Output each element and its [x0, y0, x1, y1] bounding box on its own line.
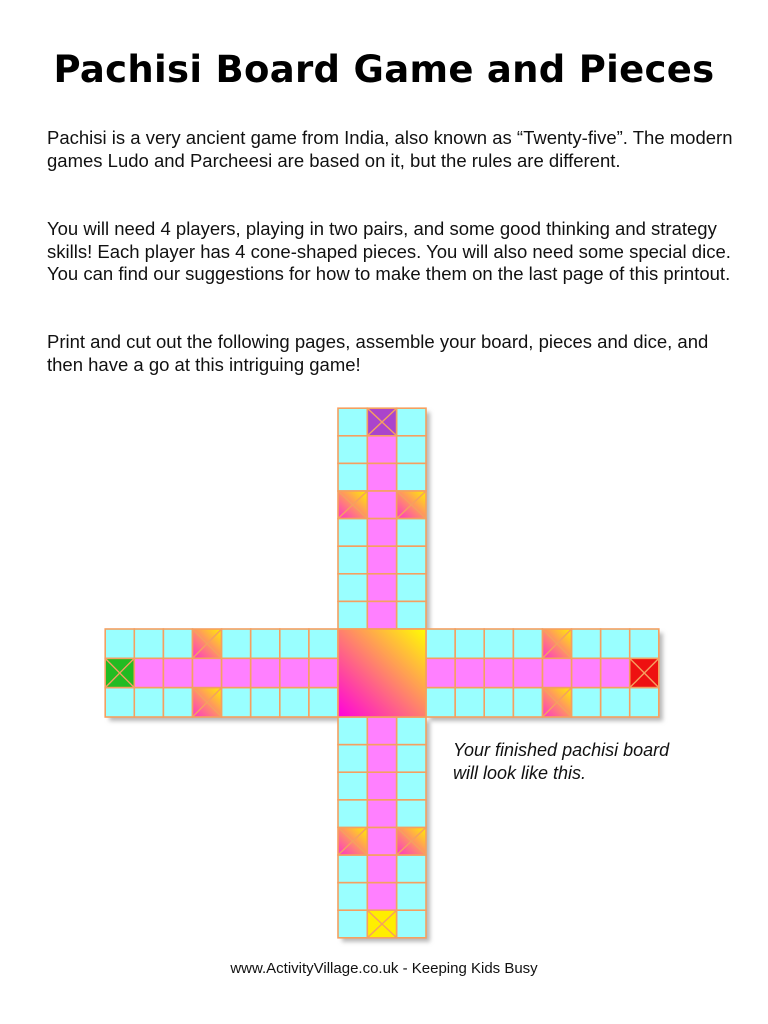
board-square — [163, 658, 192, 687]
home-center-square — [338, 629, 426, 717]
board-square — [397, 408, 426, 436]
board-square — [367, 519, 396, 547]
board-square — [367, 601, 396, 629]
board-square — [309, 688, 338, 717]
board-square — [251, 658, 280, 687]
board-square — [397, 772, 426, 800]
board-square — [338, 408, 367, 436]
board-square — [397, 883, 426, 911]
board-square — [163, 629, 192, 658]
board-square — [455, 658, 484, 687]
board-square — [134, 629, 163, 658]
intro-paragraph: Pachisi is a very ancient game from India, also known as “Twenty-five”. The modern games Ludo and Parcheesi are based on it, but the rules are different. — [47, 127, 733, 171]
board-square — [572, 629, 601, 658]
board-square — [513, 688, 542, 717]
board-square — [397, 855, 426, 883]
board-square — [397, 436, 426, 464]
board-square — [367, 772, 396, 800]
board-square — [105, 688, 134, 717]
board-square — [542, 658, 571, 687]
board-square — [397, 910, 426, 938]
board-square — [513, 629, 542, 658]
board-square — [455, 629, 484, 658]
board-square — [222, 629, 251, 658]
board-square — [338, 463, 367, 491]
board-square — [397, 519, 426, 547]
board-square — [426, 658, 455, 687]
board-cells — [105, 408, 659, 938]
board-square — [397, 601, 426, 629]
board-square — [601, 688, 630, 717]
board-square — [251, 629, 280, 658]
board-square — [484, 629, 513, 658]
board-square — [367, 574, 396, 602]
board-square — [222, 688, 251, 717]
board-caption: Your finished pachisi board will look like this. — [453, 740, 670, 783]
requirements-paragraph: You will need 4 players, playing in two pairs, and some good thinking and strategy skills! Each player has 4 cone-shaped pieces. You will also need some special dice. You can find our suggestions for how to make them on the last page of this printout. — [47, 218, 731, 284]
board-square — [367, 827, 396, 855]
footer-credit: www.ActivityVillage.co.uk - Keeping Kids Busy — [230, 960, 538, 977]
board-square — [513, 658, 542, 687]
board-square — [280, 688, 309, 717]
board-square — [338, 574, 367, 602]
board-square — [163, 688, 192, 717]
board-square — [105, 629, 134, 658]
board-square — [367, 463, 396, 491]
board-square — [338, 519, 367, 547]
board-square — [455, 688, 484, 717]
board-square — [193, 658, 222, 687]
board-square — [630, 629, 659, 658]
board-square — [484, 658, 513, 687]
board-square — [484, 688, 513, 717]
board-square — [338, 883, 367, 911]
board-square — [338, 436, 367, 464]
board-square — [134, 688, 163, 717]
board-square — [338, 800, 367, 828]
board-square — [338, 601, 367, 629]
board-square — [338, 910, 367, 938]
board-square — [309, 629, 338, 658]
board-square — [630, 688, 659, 717]
board-square — [397, 574, 426, 602]
board-square — [251, 688, 280, 717]
board-square — [338, 717, 367, 745]
board-square — [572, 688, 601, 717]
board-square — [280, 629, 309, 658]
board-square — [426, 688, 455, 717]
board-square — [397, 745, 426, 773]
board-square — [367, 883, 396, 911]
board-square — [134, 658, 163, 687]
board-square — [222, 658, 251, 687]
board-square — [397, 800, 426, 828]
board-square — [601, 658, 630, 687]
board-square — [367, 745, 396, 773]
board-square — [367, 546, 396, 574]
board-square — [397, 463, 426, 491]
board-square — [572, 658, 601, 687]
page-title: Pachisi Board Game and Pieces — [53, 48, 715, 91]
instructions-paragraph: Print and cut out the following pages, assemble your board, pieces and dice, and then have a go at this intriguing game! — [47, 331, 709, 375]
board-square — [601, 629, 630, 658]
board-square — [367, 800, 396, 828]
board-square — [367, 436, 396, 464]
board-square — [338, 546, 367, 574]
board-square — [367, 491, 396, 519]
board-square — [397, 546, 426, 574]
board-square — [338, 855, 367, 883]
board-square — [367, 717, 396, 745]
board-square — [338, 772, 367, 800]
board-square — [338, 745, 367, 773]
board-square — [280, 658, 309, 687]
board-square — [426, 629, 455, 658]
board-square — [309, 658, 338, 687]
board-square — [397, 717, 426, 745]
board-square — [367, 855, 396, 883]
